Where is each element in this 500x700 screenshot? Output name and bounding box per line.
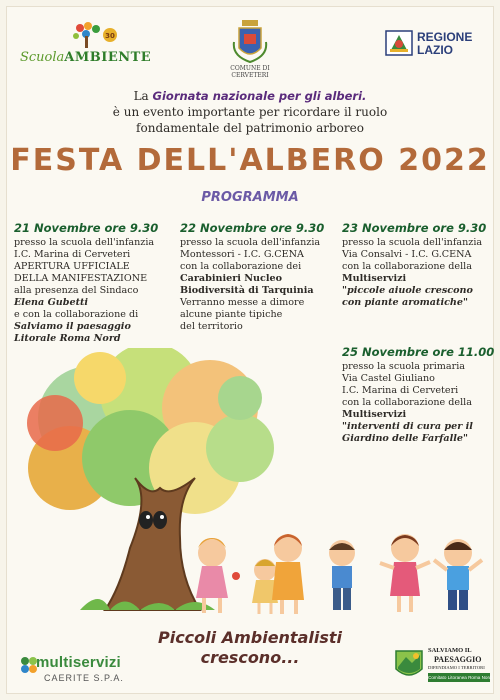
- event-23-november: 23 Novembre ore 9.30 presso la scuola dell'infanzia Via Consalvi - I.C. G.CENA con la collaborazione della Multiservizi "piccole aiuole crescono con piante aromatiche": [342, 222, 492, 309]
- intro-highlight: Giornata nazionale per gli alberi.: [152, 89, 367, 103]
- event-date: 23 Novembre ore 9.30: [342, 221, 487, 235]
- partner-name: Multiservizi: [342, 409, 407, 420]
- regione-label: REGIONE LAZIO: [417, 30, 473, 57]
- partner-name: Salviamo il paesaggio: [14, 321, 131, 332]
- comune-label: COMUNE DI CERVETERI: [230, 65, 270, 79]
- flower-icon: [232, 572, 240, 580]
- partner-name: Multiservizi: [342, 273, 407, 284]
- scuola-logo-text: ScuolaAMBIENTE: [20, 50, 152, 65]
- child-figure: [380, 534, 430, 612]
- salviamo-paesaggio-logo: SALVIAMO IL PAESAGGIO DIFENDIAMO I TERRITORI Comitato Litoranea Roma Nord: [392, 645, 492, 690]
- poster-title: FESTA DELL'ALBERO 2022: [10, 143, 490, 178]
- event-22-november: 22 Novembre ore 9.30 presso la scuola dell'infanzia Montessori - I.C. G.CENA con la collaborazione dei Carabinieri Nucleo Biodiversità di Tarquinia Verranno messe a dimore alcune piante tipiche del territorio: [180, 222, 335, 333]
- event-21-november: 21 Novembre ore 9.30 presso la scuola dell'infanzia I.C. Marina di Cerveteri APERTURA UFFICIALE DELLA MANIFESTAZIONE alla presenza del Sindaco Elena Gubetti e con la collaborazione di Salviamo il paesaggio Litorale Roma Nord: [14, 222, 174, 345]
- landscape-emblem-icon: [392, 647, 426, 683]
- intro-text: La Giornata nazionale per gli alberi. è un evento importante per ricordare il ruolo fondamentale del patrimonio arboreo: [112, 89, 388, 135]
- event-date: 21 Novembre ore 9.30: [14, 221, 159, 235]
- comune-cerveteri-logo: [220, 18, 280, 78]
- partner-name: Carabinieri Nucleo: [180, 273, 282, 284]
- scuola-badge: 30: [105, 32, 115, 40]
- child-figure: [329, 540, 355, 610]
- event-date: 25 Novembre ore 11.00: [342, 345, 495, 359]
- programma-heading: PROGRAMMA: [201, 190, 299, 205]
- tree-foliage: [27, 348, 274, 514]
- multiservizi-logo: multiservizi CAERITE S.P.A.: [18, 652, 128, 688]
- regione-emblem-icon: [385, 30, 413, 56]
- tree-people-icon: [58, 22, 118, 50]
- event-date: 22 Novembre ore 9.30: [180, 221, 325, 235]
- bottom-slogan: Piccoli Ambientalisti crescono...: [157, 628, 342, 667]
- regione-lazio-logo: [385, 30, 480, 60]
- child-figure: [196, 538, 228, 613]
- child-figure: [434, 539, 482, 610]
- tree-children-illustration: [0, 345, 500, 628]
- sindaco-name: Elena Gubetti: [14, 297, 89, 308]
- coat-of-arms-icon: [220, 18, 280, 64]
- event-25-november: 25 Novembre ore 11.00 presso la scuola primaria Via Castel Giuliano I.C. Marina di Cerveteri con la collaborazione della Multiservizi "interventi di cura per il Giardino delle Farfalle": [342, 345, 495, 444]
- scuola-ambiente-logo: [18, 22, 152, 67]
